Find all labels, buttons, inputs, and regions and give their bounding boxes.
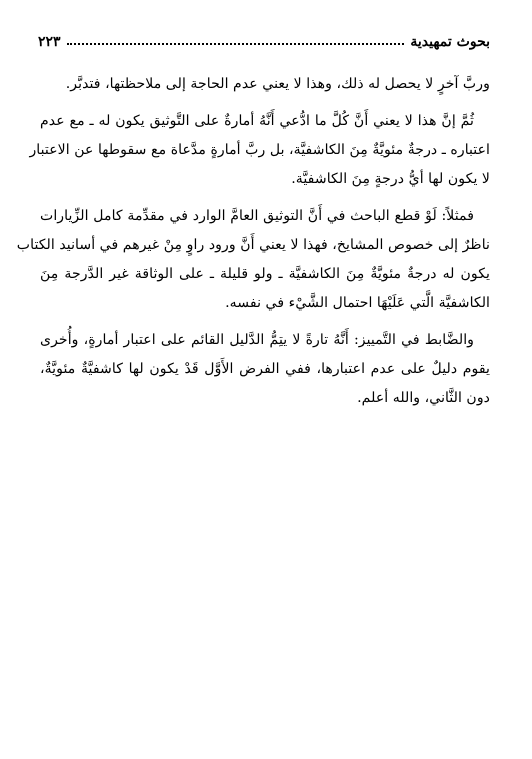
page-number: ٢٢٣: [38, 34, 61, 50]
text-line: يقوم دليلٌ على عدم اعتبارها، ففي الفرض الأَوَّل قَدْ يكون لها كاشفيَّةٌ مئويَّةٌ،: [40, 361, 490, 377]
header-dotted-leader: [67, 43, 405, 45]
text-line: لا يكون لها أيُّ درجةٍ مِنَ الكاشفيَّة.: [291, 171, 490, 187]
text-line: اعتباره ـ درجةٌ مئويَّةٌ مِنَ الكاشفيَّة، بل ربَّ أمارةٍ مدَّعاة مع سقوطها عن الاعتبار: [29, 142, 490, 158]
running-header: [38, 28, 490, 50]
text-line: يكون له درجةٌ مئويَّةٌ مِنَ الكاشفيَّة ـ ولو قليلة ـ على الوثاقة غير الدَّرجة مِنَ: [40, 266, 490, 282]
text-line: والضَّابط في التَّمييز: أَنَّهُ تارةً لا يتِمُّ الدَّليل القائم على اعتبار أمارةٍ، وأُخرى: [40, 332, 474, 348]
header-title: بحوث تمهيدية: [410, 34, 490, 50]
paragraph-2: [29, 107, 490, 194]
paragraph-4: [40, 326, 490, 413]
text-line: ناظرٌ إلى خصوص المشايخ، فهذا لا يعني أَنَّ ورود راوٍ مِنْ غيرهم في أسانيد الكتاب: [16, 237, 490, 253]
paragraph-3: [16, 202, 490, 318]
text-line: دون الثَّاني، والله أعلم.: [357, 390, 490, 406]
text-line: وربَّ آخرٍ لا يحصل له ذلك، وهذا لا يعني عدم الحاجة إلى ملاحظتها، فتدبَّر.: [65, 76, 490, 92]
text-line: الكاشفيَّة الَّتي عَلَيْهَا احتمال الشَّيْء في نفسه.: [225, 295, 490, 311]
page-body: [16, 70, 490, 421]
text-line: فمثلاً: لَوْ قطع الباحث في أَنَّ التوثيق العامَّ الوارد في مقدِّمة كامل الزِّيارات: [40, 208, 474, 224]
paragraph-1: [40, 70, 490, 99]
text-line: ثُمَّ إنَّ هذا لا يعني أَنَّ كُلَّ ما ادُّعي أَنَّهُ أمارةٌ على التَّوثيق يكون له ـ مع عدم: [40, 113, 474, 129]
